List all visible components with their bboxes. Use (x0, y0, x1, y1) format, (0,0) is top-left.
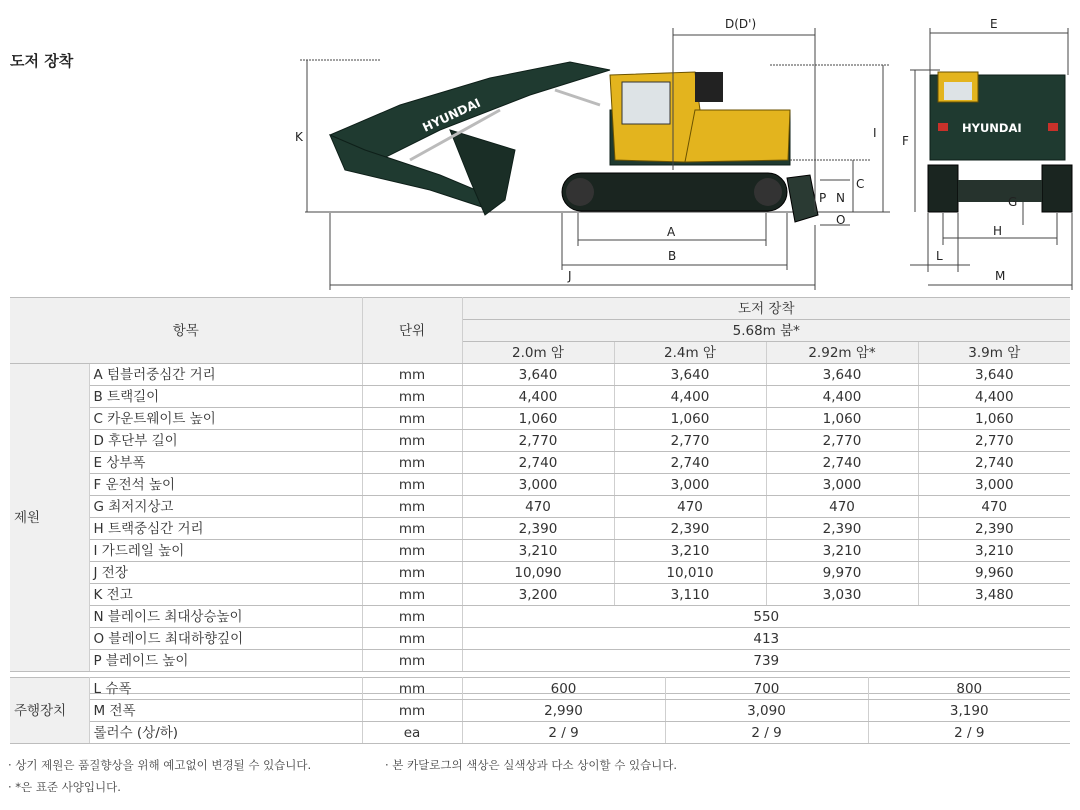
row-item: O 블레이드 최대하향깊이 (89, 628, 362, 650)
dim-label-b: B (668, 249, 677, 263)
cell: 3,200 (462, 584, 614, 606)
footnote: · 본 카달로그의 색상은 실색상과 다소 상이할 수 있습니다. (385, 758, 678, 772)
row-unit: mm (362, 606, 462, 628)
cell: 800 (868, 678, 1070, 700)
cell: 470 (918, 496, 1070, 518)
row-item: I 가드레일 높이 (89, 540, 362, 562)
cell: 550 (462, 606, 1070, 628)
dim-label-l: L (936, 249, 943, 263)
cell: 2,390 (462, 518, 614, 540)
cell: 3,210 (462, 540, 614, 562)
table-row (10, 518, 1070, 540)
dim-label-i: I (873, 126, 877, 140)
cell: 700 (665, 678, 868, 700)
row-unit: mm (362, 452, 462, 474)
cell: 4,400 (462, 386, 614, 408)
table-row (10, 628, 1070, 650)
cell: 470 (614, 496, 766, 518)
cell: 10,010 (614, 562, 766, 584)
group-label-track: 주행장치 (10, 678, 89, 744)
table-row (10, 364, 1070, 386)
row-unit: mm (362, 386, 462, 408)
table-row (10, 700, 1070, 722)
row-unit: mm (362, 408, 462, 430)
table-row (10, 584, 1070, 606)
row-unit: mm (362, 364, 462, 386)
spec-table (10, 297, 1070, 694)
header-item: 항목 (10, 298, 362, 364)
row-item: A 텀블러중심간 거리 (89, 364, 362, 386)
cell: 2,390 (766, 518, 918, 540)
row-item: J 전장 (89, 562, 362, 584)
cell: 1,060 (918, 408, 1070, 430)
table-row (10, 606, 1070, 628)
cell: 3,190 (868, 700, 1070, 722)
row-item: L 슈폭 (89, 678, 362, 700)
cell: 3,210 (918, 540, 1070, 562)
row-unit: mm (362, 700, 462, 722)
cell: 3,210 (766, 540, 918, 562)
table-row (10, 386, 1070, 408)
dim-label-o: O (836, 213, 846, 227)
row-unit: mm (362, 496, 462, 518)
brand-text-boom: HYUNDAI (420, 95, 483, 135)
dim-label-p: P (819, 191, 827, 205)
cell: 3,090 (665, 700, 868, 722)
header-arm: 2.92m 암* (766, 342, 918, 364)
row-item: F 운전석 높이 (89, 474, 362, 496)
row-item: D 후단부 길이 (89, 430, 362, 452)
cell: 3,000 (462, 474, 614, 496)
table-row (10, 430, 1070, 452)
row-item: 롤러수 (상/하) (89, 722, 362, 744)
cell: 4,400 (766, 386, 918, 408)
header-arm: 2.4m 암 (614, 342, 766, 364)
table-row (10, 722, 1070, 744)
cell: 4,400 (614, 386, 766, 408)
cell: 2,740 (462, 452, 614, 474)
header-boom: 5.68m 붐* (462, 320, 1070, 342)
cell: 9,960 (918, 562, 1070, 584)
cell: 470 (766, 496, 918, 518)
row-unit: mm (362, 430, 462, 452)
table-row (10, 562, 1070, 584)
row-item: B 트랙길이 (89, 386, 362, 408)
dim-label-e: E (990, 17, 998, 31)
cell: 2,770 (918, 430, 1070, 452)
table-row (10, 496, 1070, 518)
row-unit: mm (362, 540, 462, 562)
dim-label-m: M (995, 269, 1006, 283)
cell: 3,640 (462, 364, 614, 386)
cell: 2,390 (918, 518, 1070, 540)
row-item: M 전폭 (89, 700, 362, 722)
cell: 3,640 (614, 364, 766, 386)
row-unit: mm (362, 584, 462, 606)
cell: 9,970 (766, 562, 918, 584)
table-row (10, 678, 1070, 700)
table-row (10, 474, 1070, 496)
row-item: P 블레이드 높이 (89, 650, 362, 672)
footnote: · 상기 제원은 품질향상을 위해 예고없이 변경될 수 있습니다. (8, 758, 312, 772)
cell: 3,000 (918, 474, 1070, 496)
cell: 4,400 (918, 386, 1070, 408)
table-row (10, 452, 1070, 474)
header-arm: 2.0m 암 (462, 342, 614, 364)
cell: 3,640 (766, 364, 918, 386)
row-unit: mm (362, 650, 462, 672)
cell: 2,990 (462, 700, 665, 722)
table-row (10, 540, 1070, 562)
row-unit: mm (362, 518, 462, 540)
header-arm: 3.9m 암 (918, 342, 1070, 364)
row-item: G 최저지상고 (89, 496, 362, 518)
cell: 3,210 (614, 540, 766, 562)
cell: 2,740 (918, 452, 1070, 474)
dim-label-f: F (902, 134, 909, 148)
dim-label-k: K (295, 130, 303, 144)
track-table (10, 677, 1070, 744)
cell: 3,030 (766, 584, 918, 606)
cell: 3,110 (614, 584, 766, 606)
side-view (295, 17, 890, 290)
cell: 2,390 (614, 518, 766, 540)
footnote: · *은 표준 사양입니다. (8, 780, 121, 794)
rear-view (902, 17, 1072, 290)
row-unit: mm (362, 474, 462, 496)
cell: 1,060 (614, 408, 766, 430)
cell: 1,060 (462, 408, 614, 430)
cell: 2 / 9 (868, 722, 1070, 744)
cell: 3,000 (766, 474, 918, 496)
row-unit: mm (362, 562, 462, 584)
cell: 1,060 (766, 408, 918, 430)
cell: 600 (462, 678, 665, 700)
cell: 3,640 (918, 364, 1070, 386)
cell: 2,740 (614, 452, 766, 474)
cell: 413 (462, 628, 1070, 650)
table-row (10, 650, 1070, 672)
cell: 3,000 (614, 474, 766, 496)
group-label-spec: 제원 (10, 364, 89, 672)
dim-label-d: D(D') (725, 17, 757, 31)
cell: 2,770 (766, 430, 918, 452)
dim-label-j: J (568, 269, 572, 283)
header-unit: 단위 (362, 298, 462, 364)
row-item: K 전고 (89, 584, 362, 606)
dim-label-g: G (1008, 195, 1018, 209)
page-title: 도저 장착 (10, 52, 74, 70)
dim-label-n: N (836, 191, 845, 205)
cell: 3,480 (918, 584, 1070, 606)
cell: 470 (462, 496, 614, 518)
row-item: H 트랙중심간 거리 (89, 518, 362, 540)
table-row (10, 408, 1070, 430)
header-attach: 도저 장착 (462, 298, 1070, 320)
row-unit: mm (362, 678, 462, 700)
cell: 10,090 (462, 562, 614, 584)
row-item: N 블레이드 최대상승높이 (89, 606, 362, 628)
cell: 2 / 9 (665, 722, 868, 744)
brand-text-rear: HYUNDAI (962, 121, 1022, 135)
dim-label-h: H (993, 224, 1003, 238)
row-item: C 카운트웨이트 높이 (89, 408, 362, 430)
cell: 2,740 (766, 452, 918, 474)
cell: 2,770 (614, 430, 766, 452)
row-unit: mm (362, 628, 462, 650)
excavator-dimension-diagram (290, 10, 1075, 295)
cell: 2 / 9 (462, 722, 665, 744)
dim-label-a: A (667, 225, 676, 239)
row-unit: ea (362, 722, 462, 744)
cell: 739 (462, 650, 1070, 672)
dim-label-c: C (856, 177, 865, 191)
cell: 2,770 (462, 430, 614, 452)
row-item: E 상부폭 (89, 452, 362, 474)
